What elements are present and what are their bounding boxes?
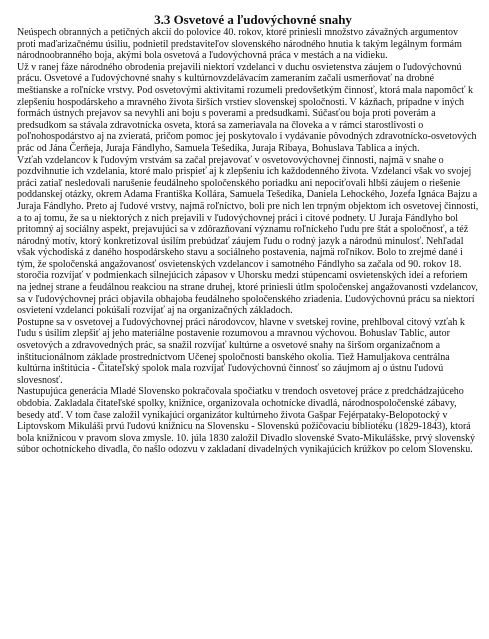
- section-heading: 3.3 Osvetové a ľudovýchovné snahy: [154, 12, 352, 27]
- paragraph-4: Postupne sa v osvetovej a ľudovýchovnej práci národovcov, hlavne v svetskej rovine, prehlboval citový vzťah k ľudu s úsilím zlepšiť aj jeho materiálne postavenie rozumovou a mravnou výchovou. Bohuslav Tablic, autor osvetových a zdravovedných prác, sa snažil rozvíjať kultúrne a osvetové snahy na širšom organizačnom a inštitucionálnom základe prostredníctvom Učenej spoločnosti banského okolia. Tiež Hamuljakova centrálna kultúrna inštitúcia - Čitateľský spolok mala rozvíjať ľudovýchovnú činnosť so záujmom aj o ústnu ľudovú slovesnosť.: [17, 316, 465, 386]
- paragraph-5: Nastupujúca generácia Mladé Slovensko pokračovala spočiatku v trendoch osvetovej práce z predchádzajúceho obdobia. Zakladala čitateľské spolky, knižnice, organizovala ochotnícke divadlá, národnospoločenské zábavy, besedy atď. V tom čase založil vynikajúci organizátor kultúrneho života Gašpar Fejérpataky-Belopotocký v Liptovskom Mikuláši prvú ľudovú knižnicu na Slovensku - Slovenskú požičovaciu bibliotéku (1829-1843), ktorá bola knižnicou v pravom slova zmysle. 10. júla 1830 založil Divadlo slovenské Svato-Mikulášske, prvý slovenský súbor ochotníckeho divadla, čo našlo odozvu v zakladaní divadelných vynikajúcich krúžkov po celom Slovensku.: [17, 386, 475, 456]
- paragraph-3: Vzťah vzdelancov k ľudovým vrstvám sa začal prejavovať v osvetovovýchovnej činnosti, najmä v snahe o pozdvihnutie ich vzdelania, ktoré malo prispieť aj k zlepšeniu ich každodenného života. Vzdelanci však vo svojej práci zatiaľ nesledovali narušenie feudálneho spoločenského poriadku ani nepociťovali hlbší záujem o riešenie poddanskej otázky, okrem Adama Františka Kollára, Samuela Tešedíka, Daniela Lehockého, Jozefa Ignáca Bajzu a Juraja Fándlyho. Preto aj ľudové vrstvy, najmä roľníctvo, boli pre nich len trpným objektom ich osvetovej činnosti, a to aj tomu, že sa u niektorých z nich prejavili v ľudovýchovnej práci i citové podnety. U Juraja Fándlyho bol pritomný aj sociálny aspekt, prejavujúci sa v zdôrazňovaní významu roľníckeho ľudu pre štát a spoločnosť, a též národný motív, ktorý konkretizoval úsilím prebúdzať záujem ľudu o rodný jazyk a národnú minulosť. Nehľadal však východiská z daného hospodárskeho stavu a sociálneho postavenia, najmä roľníkov. Bolo to zrejmé dané i tým, že spoločenská angažovanosť osvietenských vzdelancov i samotného Fándlyho sa začala od 90. rokov 18. storočia rozvíjať v podmienkach silnejúcich zápasov v Uhorsku medzi stúpencami osvietenských ideí a reforiem na jednej strane a feudálnou reakciou na strane druhej, ktoré priniesli útlm spoločenskej angažovanosti vzdelancov, sa v ľudovýchovnej práci objavila obhajoba feudálneho spoločenského zriadenia. Ľudovýchovnú prácu sa niektorí osvietení vzdelanci pokúšali rozvíjať aj na organizačných základoch.: [17, 154, 479, 317]
- paragraph-1: Neúspech obranných a petičných akcií do polovice 40. rokov, ktoré priniesli množstvo závažných argumentov proti maďarizačnému úsiliu, podnietil predstaviteľov slovenského národného hnutia k takým legálnym formám národnoobranného boja, akými bola osvetová a ľudovýchovná práca v mestách a na vidieku.: [17, 27, 462, 62]
- paragraph-2: Už v ranej fáze národného obrodenia prejavili niektorí vzdelanci v duchu osvietenstva záujem o ľudovýchovnú prácu. Osvetové a ľudovýchovné snahy s kultúrnovzdelávacím zameraním začali usmerňovať na drobné meštianske a roľnícke vrstvy. Pod osvetovými aktivitami rozumeli predovšetkým činnosť, ktorá mala napomôcť k zlepšeniu hospodárskeho a mravného života širších vrstiev slovenskej spoločnosti. V kázňach, prípadne v iných formách ústnych prejavov sa nevyhli ani boju s poverami a predsudkami. Súčasťou boja proti poverám a predsudkom sa stávala zdravotnícka osveta, ktorá sa zameriavala na človeka a v rámci starostlivosti o poľnohospodárstvo aj na zvieratá, pričom pomoc jej poskytovalo i vydávanie pôvodných zdravotnícko-osvetových prác od Jána Čerňeja, Juraja Fándlyho, Samuela Tešedíka, Juraja Ribaya, Bohuslava Tablica a iných.: [17, 61, 477, 154]
